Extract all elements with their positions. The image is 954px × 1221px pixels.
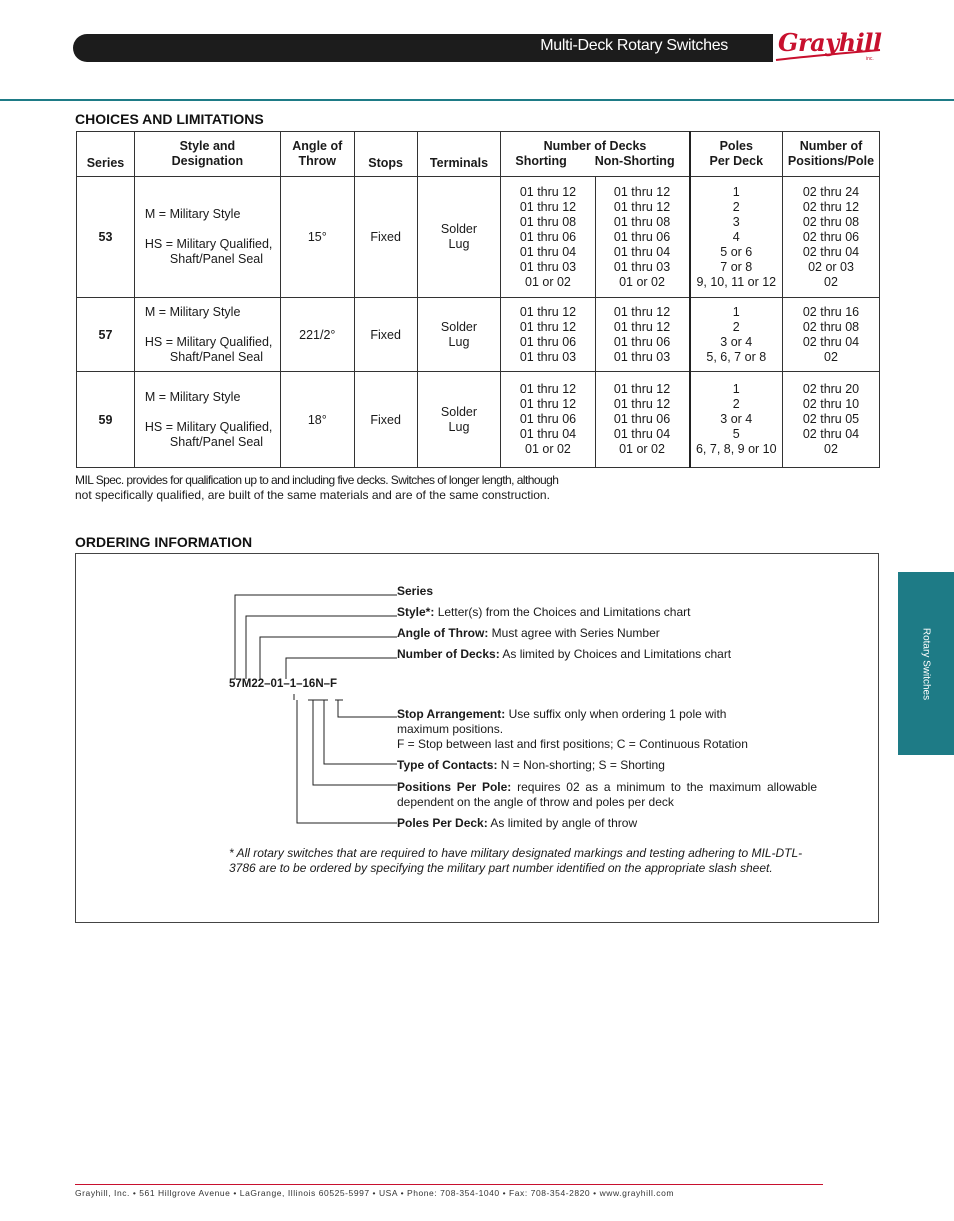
col-angle: Angle of Throw bbox=[280, 132, 354, 177]
choices-table bbox=[76, 131, 880, 468]
contacts-label: Type of Contacts: N = Non-shorting; S = Shorting bbox=[397, 758, 665, 772]
cell-positions: 02 thru 16 02 thru 08 02 thru 04 02 bbox=[783, 298, 880, 372]
style-label: Style*: Letter(s) from the Choices and Limitations chart bbox=[397, 605, 691, 619]
cell-non-shorting: 01 thru 12 01 thru 12 01 thru 06 01 thru 04 01 or 02 bbox=[613, 382, 671, 456]
table-row bbox=[77, 298, 880, 372]
table-row bbox=[77, 177, 880, 298]
section-side-tab bbox=[898, 572, 954, 755]
cell-stops: Fixed bbox=[354, 372, 417, 468]
cell-style: M = Military Style HS = Military Qualified, Shaft/Panel Seal bbox=[134, 298, 280, 372]
cell-non-shorting: 01 thru 12 01 thru 12 01 thru 06 01 thru 03 bbox=[613, 304, 671, 364]
col-terminals: Terminals bbox=[417, 132, 501, 177]
poles-label: Poles Per Deck: As limited by angle of throw bbox=[397, 816, 638, 830]
choices-heading: CHOICES AND LIMITATIONS bbox=[75, 111, 264, 127]
logo-small-text: inc. bbox=[866, 56, 874, 62]
logo-text: Grayhill bbox=[778, 28, 882, 57]
cell-poles: 1 2 3 4 5 or 6 7 or 8 9, 10, 11 or 12 bbox=[690, 177, 783, 298]
cell-shorting: 01 thru 12 01 thru 12 01 thru 08 01 thru 06 01 thru 04 01 thru 03 01 or 02 bbox=[501, 177, 595, 297]
cell-decks bbox=[501, 298, 690, 372]
cell-stops: Fixed bbox=[354, 177, 417, 298]
cell-decks bbox=[501, 372, 690, 468]
side-tab-label: Rotary Switches bbox=[920, 627, 932, 700]
cell-positions: 02 thru 20 02 thru 10 02 thru 05 02 thru 04 02 bbox=[783, 372, 880, 468]
cell-style: M = Military Style HS = Military Qualified, Shaft/Panel Seal bbox=[134, 372, 280, 468]
cell-series: 57 bbox=[77, 298, 135, 372]
cell-positions: 02 thru 24 02 thru 12 02 thru 08 02 thru 06 02 thru 04 02 or 03 02 bbox=[783, 177, 880, 298]
cell-angle: 18° bbox=[280, 372, 354, 468]
cell-terminals: Solder Lug bbox=[417, 298, 501, 372]
mil-spec-note: MIL Spec. provides for qualification up to and including five decks. Switches of longer length, although not specifically qualified, are built of the same materials and are of the same construction. bbox=[75, 473, 559, 502]
header-divider bbox=[0, 99, 954, 101]
cell-shorting: 01 thru 12 01 thru 12 01 thru 06 01 thru 04 01 or 02 bbox=[501, 372, 595, 467]
footer-divider bbox=[75, 1184, 823, 1185]
col-decks: Number of Decks Shorting Non-Shorting bbox=[501, 132, 690, 177]
table-row bbox=[77, 372, 880, 468]
cell-poles: 1 2 3 or 4 5 6, 7, 8, 9 or 10 bbox=[690, 372, 783, 468]
ordering-box bbox=[75, 553, 879, 923]
col-series: Series bbox=[77, 132, 135, 177]
col-stops: Stops bbox=[354, 132, 417, 177]
cell-shorting: 01 thru 12 01 thru 12 01 thru 06 01 thru 03 bbox=[501, 298, 595, 371]
part-number-example: 57M22–01–1–16N–F bbox=[229, 678, 338, 690]
table-header-row bbox=[77, 132, 880, 177]
col-style: Style and Designation bbox=[134, 132, 280, 177]
decks-label: Number of Decks: As limited by Choices and Limitations chart bbox=[397, 647, 732, 661]
military-footnote: * All rotary switches that are required to have military designated markings and testing adhering to MIL-DTL- 3786 are to be ordered by specifying the military part number identified on the appropriate slash sheet. bbox=[229, 846, 803, 875]
ordering-heading: ORDERING INFORMATION bbox=[75, 534, 253, 550]
cell-poles: 1 2 3 or 4 5, 6, 7 or 8 bbox=[690, 298, 783, 372]
cell-stops: Fixed bbox=[354, 298, 417, 372]
cell-terminals: Solder Lug bbox=[417, 177, 501, 298]
positions-label: Positions Per Pole: requires 02 as a minimum to the maximum allowable dependent on the angle of throw and poles per deck bbox=[397, 780, 817, 809]
cell-decks bbox=[501, 177, 690, 298]
col-positions: Number of Positions/Pole bbox=[783, 132, 880, 177]
col-poles: Poles Per Deck bbox=[690, 132, 783, 177]
angle-label: Angle of Throw: Must agree with Series Number bbox=[397, 626, 660, 640]
grayhill-logo bbox=[770, 26, 890, 66]
page-title: Multi-Deck Rotary Switches bbox=[540, 37, 728, 54]
footer-contact: Grayhill, Inc. • 561 Hillgrove Avenue • LaGrange, Illinois 60525-5997 • USA • Phone: 708-354-1040 • Fax: 708-354-2820 • www.grayhill.com bbox=[75, 1188, 675, 1198]
series-label: Series bbox=[397, 584, 434, 598]
cell-style: M = Military Style HS = Military Qualified, Shaft/Panel Seal bbox=[134, 177, 280, 298]
header-bar bbox=[73, 34, 773, 62]
col-shorting: Shorting bbox=[515, 154, 567, 168]
cell-angle: 221/2° bbox=[280, 298, 354, 372]
cell-series: 59 bbox=[77, 372, 135, 468]
cell-series: 53 bbox=[77, 177, 135, 298]
cell-non-shorting: 01 thru 12 01 thru 12 01 thru 08 01 thru 06 01 thru 04 01 thru 03 01 or 02 bbox=[613, 184, 671, 289]
stop-arrangement-label: Stop Arrangement: Use suffix only when ordering 1 pole with maximum positions. F = Stop between last and first positions; C = Continuous Rotation bbox=[397, 707, 748, 751]
col-non-shorting: Non-Shorting bbox=[594, 154, 675, 168]
cell-terminals: Solder Lug bbox=[417, 372, 501, 468]
cell-angle: 15° bbox=[280, 177, 354, 298]
